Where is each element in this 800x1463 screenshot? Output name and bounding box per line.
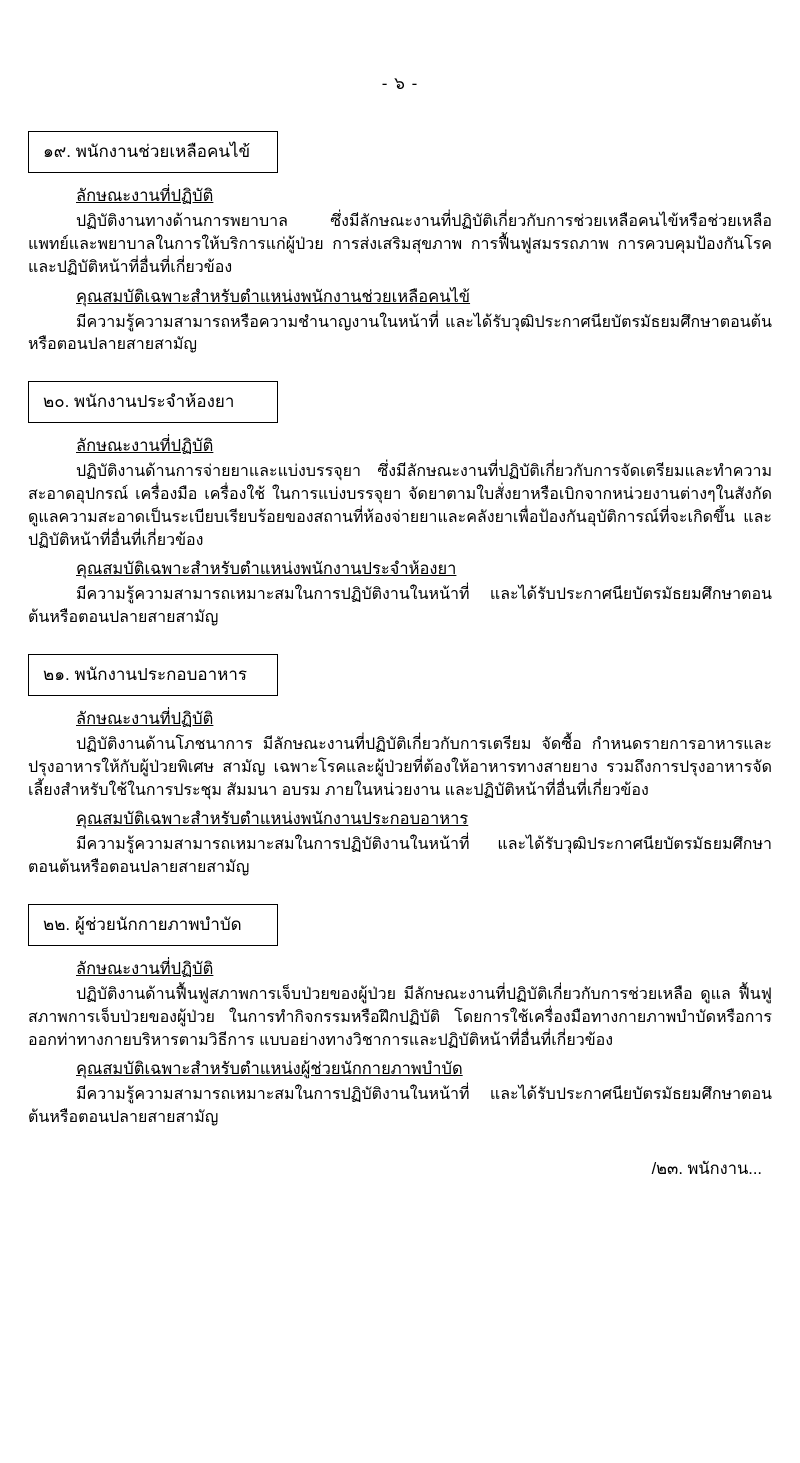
- job-title-box: ๒๑. พนักงานประกอบอาหาร: [28, 654, 278, 696]
- qualification-heading: คุณสมบัติเฉพาะสำหรับตำแหน่งพนักงานช่วยเหลือคนไข้: [76, 287, 471, 306]
- duties-text: ปฏิบัติงานด้านการจ่ายยาและแบ่งบรรจุยา ซึ่งมีลักษณะงานที่ปฏิบัติเกี่ยวกับการจัดเตรียมและทำความสะอาดอุปกรณ์ เครื่องมือ เครื่องใช้ ในการแบ่งบรรจุยา จัดยาตามใบสั่งยาหรือเบิกจากหน่วยงานต่างๆในสังกัด ดูแลความสะอาดเป็นระเบียบเรียบร้อยของสถานที่ห้องจ่ายยาและคลังยาเพื่อป้องกันอุบัติการณ์ที่จะเกิดขึ้น และปฏิบัติหน้าที่อื่นที่เกี่ยวข้อง: [28, 463, 772, 549]
- duties-text: ปฏิบัติงานทางด้านการพยาบาล ซึ่งมีลักษณะงานที่ปฏิบัติเกี่ยวกับการช่วยเหลือคนไข้หรือช่วยเหลือแพทย์และพยาบาลในการให้บริการแก่ผู้ป่วย การส่งเสริมสุขภาพ การฟื้นฟูสมรรถภาพ การควบคุมป้องกันโรค และปฏิบัติหน้าที่อื่นที่เกี่ยวข้อง: [28, 213, 772, 276]
- job-title-box: ๒๐. พนักงานประจำห้องยา: [28, 381, 278, 423]
- job-section: [28, 654, 772, 880]
- duties-heading: ลักษณะงานที่ปฏิบัติ: [76, 710, 214, 729]
- duties-heading: ลักษณะงานที่ปฏิบัติ: [76, 187, 214, 206]
- job-title-box: ๒๒. ผู้ช่วยนักกายภาพบำบัด: [28, 904, 278, 946]
- continuation-note: /๒๓. พนักงาน...: [651, 1159, 762, 1178]
- qualification-heading: คุณสมบัติเฉพาะสำหรับตำแหน่งผู้ช่วยนักกายภาพบำบัด: [76, 1060, 463, 1079]
- duties-text: ปฏิบัติงานด้านฟื้นฟูสภาพการเจ็บป่วยของผู้ป่วย มีลักษณะงานที่ปฏิบัติเกี่ยวกับการช่วยเหลือ ดูแล ฟื้นฟูสภาพการเจ็บป่วยของผู้ป่วย ในการทำกิจกรรมหรือฝึกปฏิบัติ โดยการใช้เครื่องมือทางกายภาพบำบัดหรือการออกท่าทางกายบริหารตามวิธีการ แบบอย่างทางวิชาการและปฏิบัติหน้าที่อื่นที่เกี่ยวข้อง: [28, 986, 772, 1049]
- qualification-text: มีความรู้ความสามารถเหมาะสมในการปฏิบัติงานในหน้าที่ และได้รับวุฒิประกาศนียบัตรมัธยมศึกษาตอนต้นหรือตอนปลายสายสามัญ: [28, 836, 772, 876]
- qualification-heading: คุณสมบัติเฉพาะสำหรับตำแหน่งพนักงานประกอบอาหาร: [76, 810, 469, 829]
- job-section: [28, 381, 772, 630]
- duties-heading: ลักษณะงานที่ปฏิบัติ: [76, 960, 214, 979]
- duties-text: ปฏิบัติงานด้านโภชนาการ มีลักษณะงานที่ปฏิบัติเกี่ยวกับการเตรียม จัดซื้อ กำหนดรายการอาหารและปรุงอาหารให้กับผู้ป่วยพิเศษ สามัญ เฉพาะโรคและผู้ป่วยที่ต้องให้อาหารทางสายยาง รวมถึงการปรุงอาหารจัดเลี้ยงสำหรับใช้ในการประชุม สัมมนา อบรม ภายในหน่วยงาน และปฏิบัติหน้าที่อื่นที่เกี่ยวข้อง: [28, 736, 772, 799]
- job-section: [28, 904, 772, 1130]
- qualification-text: มีความรู้ความสามารถหรือความชำนาญงานในหน้าที่ และได้รับวุฒิประกาศนียบัตรมัธยมศึกษาตอนต้นหรือตอนปลายสายสามัญ: [28, 313, 772, 354]
- qualification-text: มีความรู้ความสามารถเหมาะสมในการปฏิบัติงานในหน้าที่ และได้รับประกาศนียบัตรมัธยมศึกษาตอนต้นหรือตอนปลายสายสามัญ: [28, 1086, 772, 1126]
- job-title-box: ๑๙. พนักงานช่วยเหลือคนไข้: [28, 131, 278, 173]
- qualification-text: มีความรู้ความสามารถเหมาะสมในการปฏิบัติงานในหน้าที่ และได้รับประกาศนียบัตรมัธยมศึกษาตอนต้นหรือตอนปลายสายสามัญ: [28, 586, 772, 626]
- page-number: - ๖ -: [381, 74, 419, 93]
- duties-heading: ลักษณะงานที่ปฏิบัติ: [76, 437, 214, 456]
- job-section: [28, 131, 772, 357]
- qualification-heading: คุณสมบัติเฉพาะสำหรับตำแหน่งพนักงานประจำห้องยา: [76, 560, 457, 579]
